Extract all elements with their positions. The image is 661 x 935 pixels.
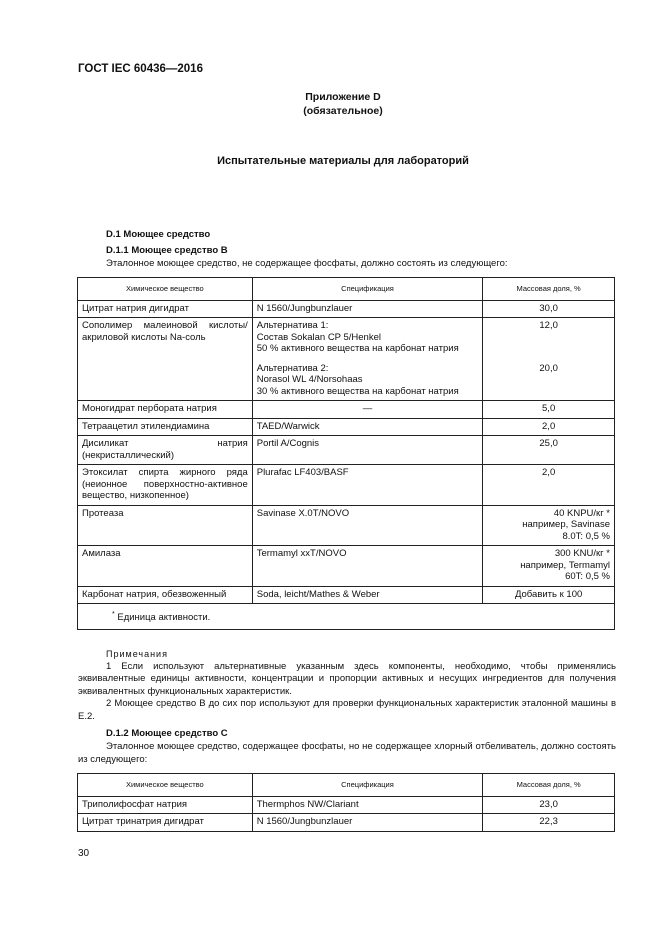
mass-cell: 2,0	[483, 418, 615, 436]
table-row	[78, 796, 615, 814]
table-header-row	[78, 774, 615, 797]
annex-title: Приложение D	[305, 91, 381, 103]
section-d1-heading: D.1 Моющее средство	[106, 229, 211, 240]
substance-cell: Сополимер малеиновой кислоты/ акриловой кислоты Na-соль	[78, 318, 253, 401]
substance-cell: Цитрат тринатрия дигидрат	[78, 814, 253, 832]
annex-status: (обязательное)	[303, 105, 383, 117]
column-header-spec: Спецификация	[252, 278, 483, 301]
column-header-spec: Спецификация	[252, 774, 483, 797]
mass-value: 20,0	[539, 362, 558, 374]
table-row	[78, 300, 615, 318]
table-footnote-row	[78, 604, 615, 630]
footnote-mark: *	[112, 611, 115, 618]
section-d12-intro: Эталонное моющее средство, содержащее фосфаты, но не содержащее хлорный отбеливатель, должно состоять из следующего:	[78, 741, 616, 765]
mass-cell	[483, 318, 615, 401]
mass-cell	[483, 505, 615, 546]
substance-cell: Тетраацетил этилендиамина	[78, 418, 253, 436]
section-d11-intro: Эталонное моющее средство, не содержащее фосфаты, должно состоять из следующего:	[106, 258, 508, 269]
mass-cell: 22,3	[483, 814, 615, 832]
mass-line: 40 KNPU/кг *	[553, 507, 610, 519]
table-row	[78, 814, 615, 832]
spec-line: Norasol WL 4/Norsohaas	[256, 374, 363, 385]
substance-cell: Триполифосфат натрия	[78, 796, 253, 814]
note-1: 1 Если используют альтернативные указанным здесь компоненты, необходимо, чтобы применялись эквивалентные единицы активности, концентрации и пропорции активных и несущих ингредиентов для получения эквивалентных функциональных характеристик.	[78, 660, 616, 697]
mass-line: 300 KNU/кг *	[554, 548, 610, 559]
spec-line: Альтернатива 1:	[256, 320, 329, 331]
section-d11-heading: D.1.1 Моющее средство В	[106, 245, 228, 256]
spec-cell: Portil A/Cognis	[252, 436, 483, 465]
detergent-b-table	[77, 277, 615, 630]
column-header-mass: Массовая доля, %	[483, 774, 615, 797]
note-2: 2 Моющее средство В до сих пор используют для проверки функциональных характеристик эталонной машины в Е.2.	[78, 698, 616, 722]
table-row	[78, 505, 615, 546]
notes-title: Примечания	[106, 649, 168, 659]
spec-cell: N 1560/Jungbunzlauer	[252, 300, 483, 318]
page-number: 30	[78, 848, 90, 859]
table-header-row	[78, 278, 615, 301]
substance-cell: Этоксилат спирта жирного ряда (неионное поверхностно-активное вещество, низкопенное)	[78, 465, 253, 506]
table-row	[78, 436, 615, 465]
notes-block	[78, 648, 616, 723]
annex-main-title: Испытательные материалы для лабораторий	[217, 155, 469, 167]
substance-cell: Протеаза	[78, 505, 253, 546]
substance-cell: Дисиликат натрия (некристаллический)	[78, 436, 253, 465]
table-row	[78, 586, 615, 604]
mass-line: 60T: 0,5 %	[565, 571, 610, 582]
column-header-substance: Химическое вещество	[78, 278, 253, 301]
column-header-mass: Массовая доля, %	[483, 278, 615, 301]
footnote-text: Единица активности.	[117, 612, 211, 624]
spec-cell: Plurafac LF403/BASF	[252, 465, 483, 506]
spec-line: 50 % активного вещества на карбонат натрия	[256, 343, 459, 354]
spec-cell: Soda, leicht/Mathes & Weber	[252, 586, 483, 604]
mass-cell: Добавить к 100	[483, 586, 615, 604]
spec-cell: TAED/Warwick	[252, 418, 483, 436]
mass-line: 8.0T: 0,5 %	[562, 530, 610, 542]
spec-line: Альтернатива 2:	[256, 362, 329, 374]
table-row	[78, 418, 615, 436]
mass-cell: 25,0	[483, 436, 615, 465]
spec-line: Состав Sokalan CP 5/Henkel	[256, 331, 381, 343]
annex-heading	[0, 90, 661, 118]
mass-cell: 30,0	[483, 300, 615, 318]
spec-cell: —	[252, 401, 483, 419]
column-header-substance: Химическое вещество	[78, 774, 253, 797]
spec-line: 30 % активного вещества на карбонат натрия	[256, 385, 459, 397]
section-d12-heading: D.1.2 Моющее средство С	[106, 728, 228, 739]
substance-cell: Цитрат натрия дигидрат	[78, 300, 253, 318]
mass-cell: 5,0	[483, 401, 615, 419]
table-footnote	[78, 604, 615, 630]
spec-cell	[252, 318, 483, 401]
mass-value: 12,0	[539, 320, 558, 331]
document-header: ГОСТ IEC 60436—2016	[78, 63, 203, 75]
spec-cell: Savinase X.0T/NOVO	[252, 505, 483, 546]
spec-cell: N 1560/Jungbunzlauer	[252, 814, 483, 832]
mass-line: например, Termamyl	[520, 559, 610, 571]
mass-cell	[483, 546, 615, 587]
table-row	[78, 546, 615, 587]
spec-cell: Thermphos NW/Clariant	[252, 796, 483, 814]
mass-cell: 2,0	[483, 465, 615, 506]
substance-cell: Карбонат натрия, обезвоженный	[78, 586, 253, 604]
mass-cell: 23,0	[483, 796, 615, 814]
detergent-c-table	[77, 773, 615, 832]
spec-cell: Termamyl xxT/NOVO	[252, 546, 483, 587]
substance-cell: Моногидрат пербората натрия	[78, 401, 253, 419]
table-row	[78, 318, 615, 401]
substance-cell: Амилаза	[78, 546, 253, 587]
table-row	[78, 465, 615, 506]
table-row	[78, 401, 615, 419]
mass-line: например, Savinase	[522, 519, 610, 530]
